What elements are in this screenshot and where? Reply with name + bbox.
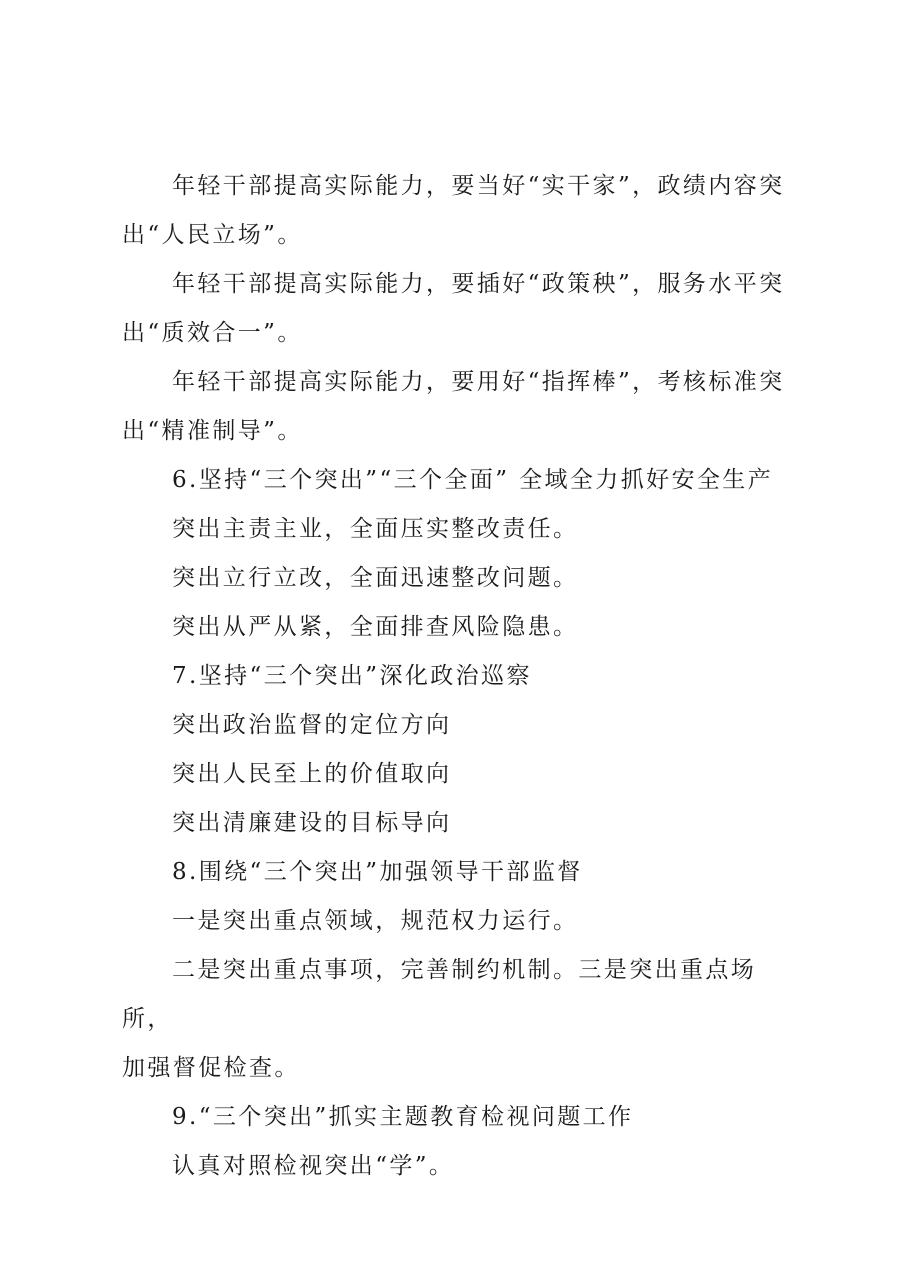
paragraph-study-review: 认真对照检视突出“学”。 (172, 1153, 455, 1179)
text-line: 加强督促检查。 (122, 1055, 300, 1081)
paragraph-cadre-policy-seedling (122, 260, 794, 358)
text-line: 出“人民立场”。 (122, 222, 303, 248)
paragraph-main-responsibility: 突出主责主业，全面压实整改责任。 (172, 516, 579, 542)
paragraph-key-matters-places (122, 946, 794, 1093)
text-line: 年轻干部提高实际能力，要当好“实干家”，政绩内容突 (172, 173, 785, 199)
paragraph-cadre-baton (122, 358, 794, 456)
text-line: 年轻干部提高实际能力，要用好“指挥棒”，考核标准突 (172, 369, 785, 395)
text-line: 出“质效合一”。 (122, 320, 303, 346)
paragraph-immediate-rectification: 突出立行立改，全面迅速整改问题。 (172, 565, 579, 591)
document-body (122, 162, 794, 1191)
paragraph-clean-governance: 突出清廉建设的目标导向 (172, 810, 452, 836)
section-heading-6: 6.坚持“三个突出”“三个全面” 全域全力抓好安全生产 (172, 467, 774, 493)
text-line: 年轻干部提高实际能力，要插好“政策秧”，服务水平突 (172, 271, 785, 297)
section-heading-7: 7.坚持“三个突出”深化政治巡察 (172, 663, 532, 689)
paragraph-political-supervision: 突出政治监督的定位方向 (172, 712, 452, 738)
text-line: 二是突出重点事项，完善制约机制。三是突出重点场所， (122, 957, 757, 1032)
paragraph-key-areas: 一是突出重点领域，规范权力运行。 (172, 908, 579, 934)
section-heading-8: 8.围绕“三个突出”加强领导干部监督 (172, 859, 583, 885)
paragraph-cadre-practical-doer (122, 162, 794, 260)
paragraph-people-first: 突出人民至上的价值取向 (172, 761, 452, 787)
paragraph-strict-inspection: 突出从严从紧，全面排查风险隐患。 (172, 614, 579, 640)
section-heading-9: 9.“三个突出”抓实主题教育检视问题工作 (172, 1104, 634, 1130)
text-line: 出“精准制导”。 (122, 418, 303, 444)
